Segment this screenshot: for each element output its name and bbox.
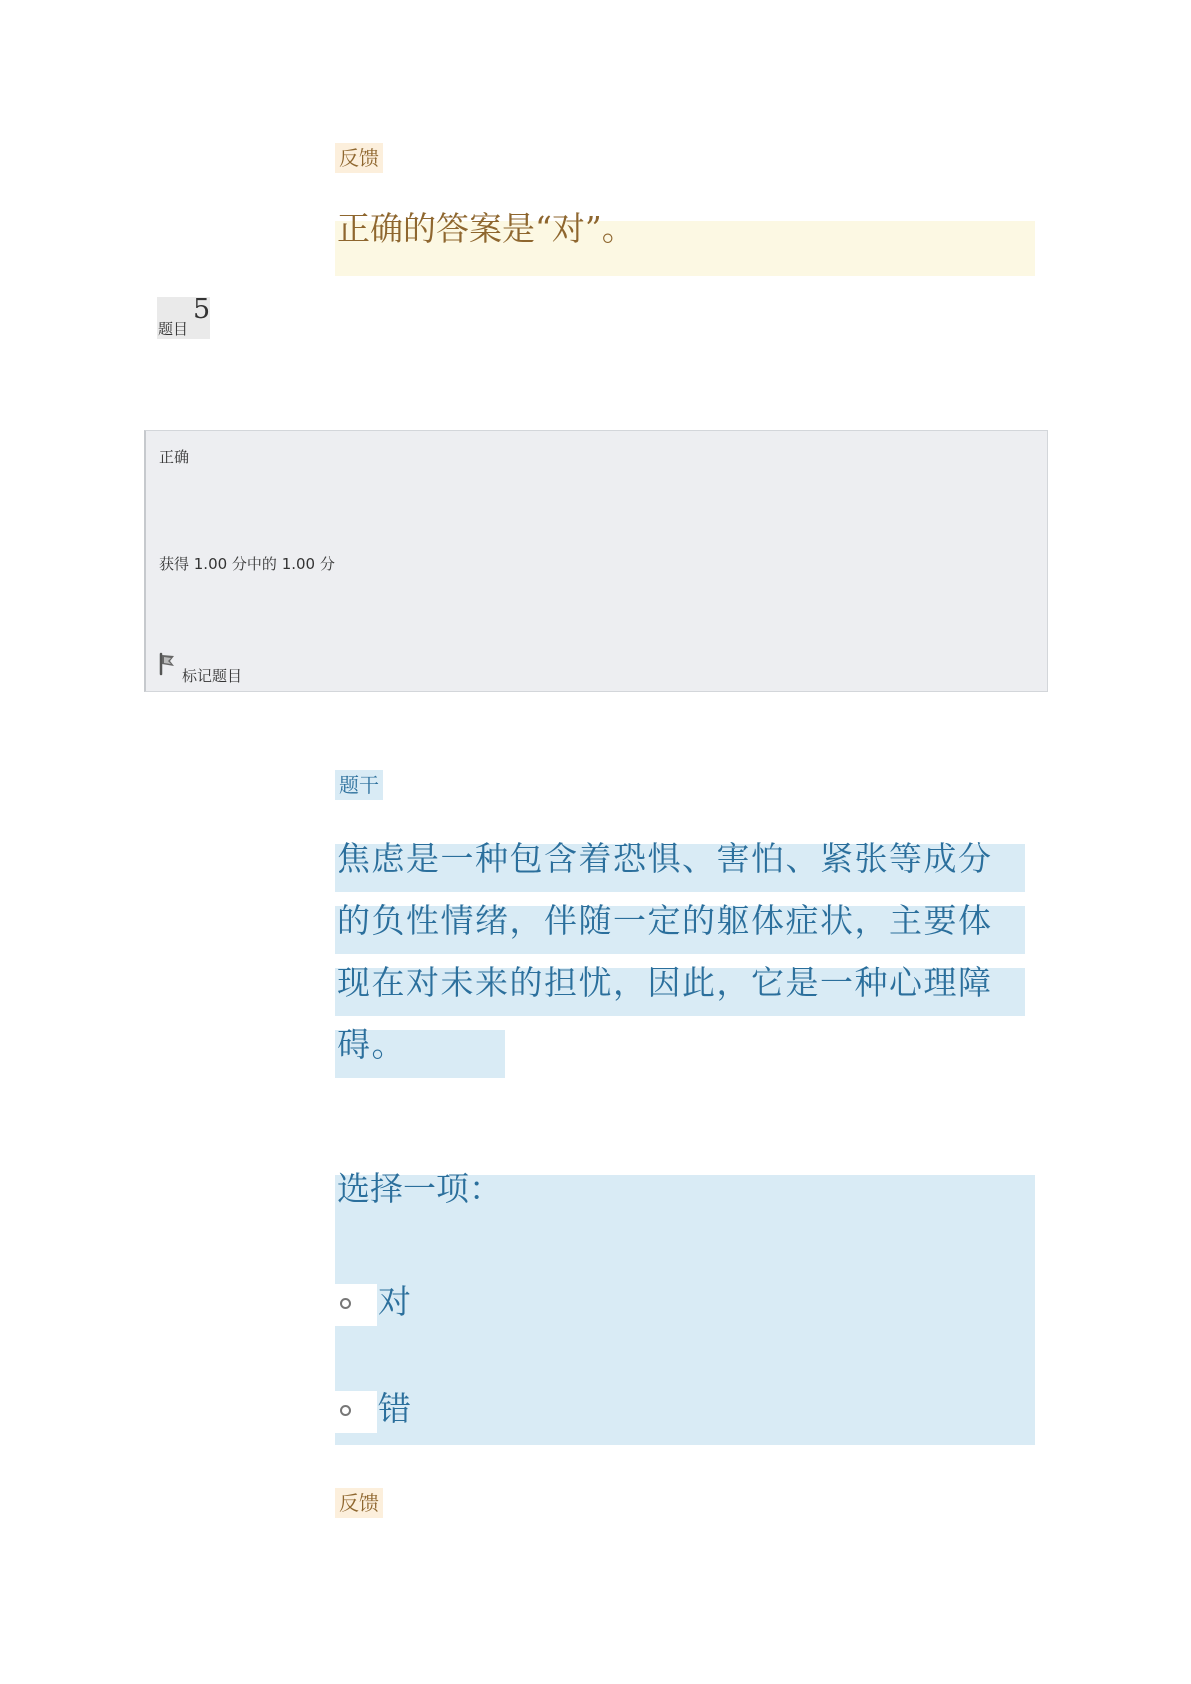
feedback-text: 正确的答案是“对”。 [337,209,635,248]
option-true-label[interactable]: 对 [378,1282,411,1321]
option-true-radio[interactable] [340,1298,351,1309]
question-text [337,830,1027,1078]
option-false-radio[interactable] [340,1405,351,1416]
question-state: 正确 [159,448,190,466]
question-label: 题目 [158,320,189,338]
answer-prompt: 选择一项： [337,1169,502,1208]
option-false-radio-wrap [335,1391,377,1433]
answer-block [335,1175,1035,1445]
question-text-line-3: 现在对未来的担忧，因此，它是一种心理障 [337,963,993,1002]
flag-icon[interactable] [159,652,177,676]
question-feedback-label: 反馈 [335,1488,383,1518]
feedback-label: 反馈 [335,143,383,173]
question-text-line [337,892,1027,954]
question-text-line-2: 的负性情绪，伴随一定的躯体症状，主要体 [337,901,993,940]
question-text-line [337,830,1027,892]
flag-question-link[interactable]: 标记题目 [182,667,243,685]
question-text-line [337,954,1027,1016]
question-text-line-1: 焦虑是一种包含着恐惧、害怕、紧张等成分 [337,839,993,878]
question-number: 5 [193,294,211,325]
question-text-label: 题干 [335,770,383,800]
question-text-line-4: 碍。 [337,1025,406,1064]
question-grade: 获得 1.00 分中的 1.00 分 [159,555,335,573]
option-true-radio-wrap [335,1284,377,1326]
option-false-label[interactable]: 错 [378,1389,411,1428]
question-text-line [337,1016,1027,1078]
